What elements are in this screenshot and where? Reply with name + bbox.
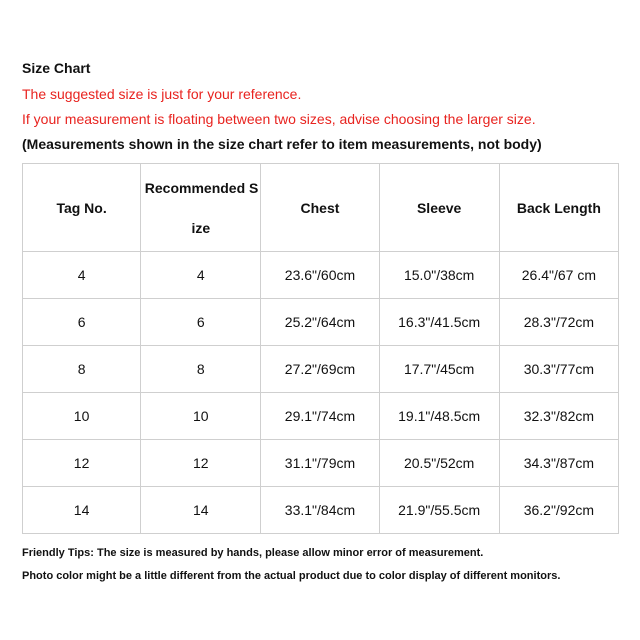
- cell-tag: 6: [23, 299, 141, 346]
- cell-recommended: 6: [141, 299, 261, 346]
- cell-recommended: 4: [141, 252, 261, 299]
- cell-sleeve: 20.5"/52cm: [379, 440, 499, 487]
- cell-chest: 29.1"/74cm: [261, 393, 379, 440]
- table-row: [23, 393, 619, 440]
- cell-sleeve: 19.1"/48.5cm: [379, 393, 499, 440]
- header-recommended-size-line1: Recommended S: [144, 179, 259, 196]
- cell-chest: 33.1"/84cm: [261, 487, 379, 534]
- cell-sleeve: 16.3"/41.5cm: [379, 299, 499, 346]
- cell-tag: 10: [23, 393, 141, 440]
- cell-recommended: 10: [141, 393, 261, 440]
- cell-back-length: 36.2"/92cm: [499, 487, 618, 534]
- page-title: Size Chart: [22, 60, 91, 76]
- cell-chest: 27.2"/69cm: [261, 346, 379, 393]
- cell-chest: 31.1"/79cm: [261, 440, 379, 487]
- friendly-tip-color: Photo color might be a little different from the actual product due to color display of different monitors.: [22, 570, 561, 582]
- cell-back-length: 26.4"/67 cm: [499, 252, 618, 299]
- table-row: [23, 299, 619, 346]
- header-back-length: Back Length: [499, 164, 618, 252]
- cell-back-length: 28.3"/72cm: [499, 299, 618, 346]
- table-row: [23, 440, 619, 487]
- cell-chest: 25.2"/64cm: [261, 299, 379, 346]
- measurement-note: (Measurements shown in the size chart refer to item measurements, not body): [22, 136, 542, 152]
- cell-recommended: 8: [141, 346, 261, 393]
- size-chart-table: [22, 163, 619, 534]
- cell-back-length: 32.3"/82cm: [499, 393, 618, 440]
- table-row: [23, 252, 619, 299]
- cell-tag: 12: [23, 440, 141, 487]
- reference-note: The suggested size is just for your reference.: [22, 86, 302, 102]
- cell-chest: 23.6"/60cm: [261, 252, 379, 299]
- cell-tag: 4: [23, 252, 141, 299]
- table-header-row: [23, 164, 619, 252]
- header-recommended-size: [141, 164, 261, 252]
- table-row: [23, 346, 619, 393]
- friendly-tip-measurement: Friendly Tips: The size is measured by hands, please allow minor error of measurement.: [22, 547, 484, 559]
- cell-recommended: 12: [141, 440, 261, 487]
- table-row: [23, 487, 619, 534]
- header-chest: Chest: [261, 164, 379, 252]
- cell-recommended: 14: [141, 487, 261, 534]
- cell-sleeve: 17.7"/45cm: [379, 346, 499, 393]
- sizing-advice-note: If your measurement is floating between two sizes, advise choosing the larger size.: [22, 111, 536, 127]
- header-recommended-size-line2: ize: [191, 219, 211, 236]
- cell-sleeve: 15.0"/38cm: [379, 252, 499, 299]
- header-sleeve: Sleeve: [379, 164, 499, 252]
- cell-sleeve: 21.9"/55.5cm: [379, 487, 499, 534]
- cell-back-length: 30.3"/77cm: [499, 346, 618, 393]
- cell-tag: 8: [23, 346, 141, 393]
- cell-tag: 14: [23, 487, 141, 534]
- cell-back-length: 34.3"/87cm: [499, 440, 618, 487]
- header-tag-no: Tag No.: [23, 164, 141, 252]
